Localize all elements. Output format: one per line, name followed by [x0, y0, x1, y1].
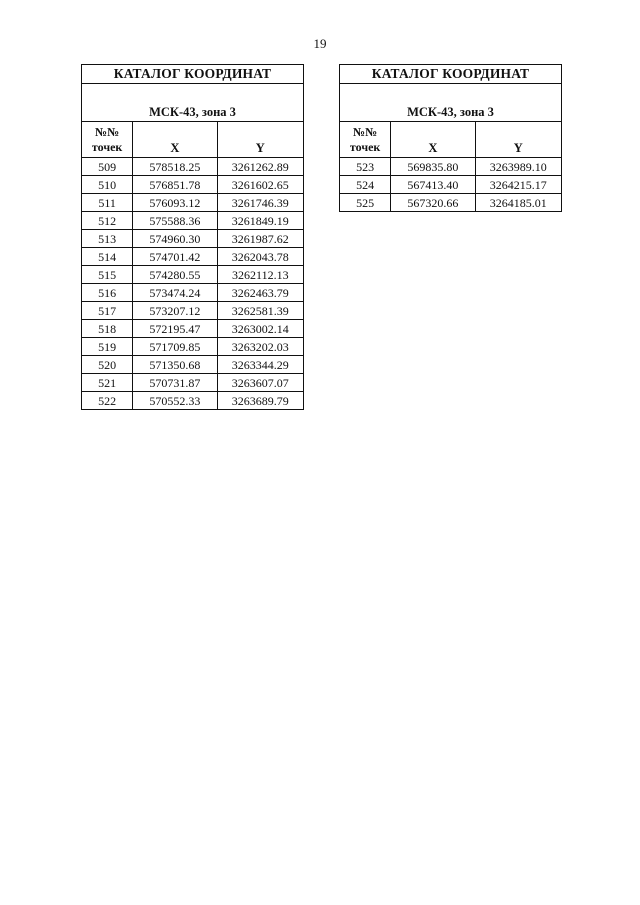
table-row — [82, 392, 304, 410]
table-row — [340, 176, 562, 194]
point-number-cell: 522 — [82, 392, 133, 410]
y-coordinate-cell: 3261262.89 — [217, 158, 303, 176]
y-coordinate-cell: 3263689.79 — [217, 392, 303, 410]
column-header-y: Y — [475, 122, 561, 158]
point-number-cell: 515 — [82, 266, 133, 284]
x-coordinate-cell: 575588.36 — [133, 212, 217, 230]
table-row — [82, 374, 304, 392]
x-coordinate-cell: 570552.33 — [133, 392, 217, 410]
y-coordinate-cell: 3261987.62 — [217, 230, 303, 248]
table-row — [340, 158, 562, 176]
x-coordinate-cell: 569835.80 — [391, 158, 475, 176]
point-number-cell: 513 — [82, 230, 133, 248]
header-points-label: точек — [91, 139, 123, 154]
point-number-cell: 509 — [82, 158, 133, 176]
point-number-cell: 519 — [82, 338, 133, 356]
table-row — [340, 194, 562, 212]
x-coordinate-cell: 576093.12 — [133, 194, 217, 212]
point-number-cell: 520 — [82, 356, 133, 374]
catalog-title: КАТАЛОГ КООРДИНАТ — [340, 65, 562, 84]
catalog-subtitle-row — [340, 84, 562, 122]
column-header-x: X — [391, 122, 475, 158]
page-number: 19 — [313, 36, 327, 51]
y-coordinate-cell: 3261746.39 — [217, 194, 303, 212]
catalog-title-row — [340, 65, 562, 84]
y-coordinate-cell: 3263002.14 — [217, 320, 303, 338]
column-header-point-number — [340, 122, 391, 158]
column-header-point-number — [82, 122, 133, 158]
header-number-sign: №№ — [353, 124, 378, 139]
column-header-x: X — [133, 122, 217, 158]
x-coordinate-cell: 571709.85 — [133, 338, 217, 356]
table-row — [82, 356, 304, 374]
table-row — [82, 320, 304, 338]
point-number-cell: 514 — [82, 248, 133, 266]
y-coordinate-cell: 3264185.01 — [475, 194, 561, 212]
y-coordinate-cell: 3263607.07 — [217, 374, 303, 392]
column-header-y: Y — [217, 122, 303, 158]
table-row — [82, 194, 304, 212]
x-coordinate-cell: 567320.66 — [391, 194, 475, 212]
x-coordinate-cell: 578518.25 — [133, 158, 217, 176]
table-row — [82, 248, 304, 266]
x-coordinate-cell: 574960.30 — [133, 230, 217, 248]
catalog-subtitle: МСК-43, зона 3 — [340, 84, 562, 122]
x-coordinate-cell: 571350.68 — [133, 356, 217, 374]
catalog-title: КАТАЛОГ КООРДИНАТ — [82, 65, 304, 84]
table-row — [82, 212, 304, 230]
table-header-row — [340, 122, 562, 158]
y-coordinate-cell: 3263344.29 — [217, 356, 303, 374]
y-coordinate-cell: 3262463.79 — [217, 284, 303, 302]
catalog-subtitle-row — [82, 84, 304, 122]
x-coordinate-cell: 572195.47 — [133, 320, 217, 338]
table-row — [82, 176, 304, 194]
table-row — [82, 266, 304, 284]
y-coordinate-cell: 3262581.39 — [217, 302, 303, 320]
point-number-cell: 511 — [82, 194, 133, 212]
table-row — [82, 158, 304, 176]
table-row — [82, 284, 304, 302]
point-number-cell: 525 — [340, 194, 391, 212]
y-coordinate-cell: 3264215.17 — [475, 176, 561, 194]
y-coordinate-cell: 3262112.13 — [217, 266, 303, 284]
coordinate-catalog-table — [81, 64, 304, 410]
catalog-title-row — [82, 65, 304, 84]
y-coordinate-cell: 3262043.78 — [217, 248, 303, 266]
y-coordinate-cell: 3263202.03 — [217, 338, 303, 356]
point-number-cell: 512 — [82, 212, 133, 230]
x-coordinate-cell: 576851.78 — [133, 176, 217, 194]
table-row — [82, 230, 304, 248]
y-coordinate-cell: 3263989.10 — [475, 158, 561, 176]
y-coordinate-cell: 3261602.65 — [217, 176, 303, 194]
table-header-row — [82, 122, 304, 158]
x-coordinate-cell: 567413.40 — [391, 176, 475, 194]
table-row — [82, 338, 304, 356]
table-row — [82, 302, 304, 320]
point-number-cell: 518 — [82, 320, 133, 338]
x-coordinate-cell: 574701.42 — [133, 248, 217, 266]
point-number-cell: 521 — [82, 374, 133, 392]
point-number-cell: 517 — [82, 302, 133, 320]
x-coordinate-cell: 570731.87 — [133, 374, 217, 392]
x-coordinate-cell: 574280.55 — [133, 266, 217, 284]
point-number-cell: 524 — [340, 176, 391, 194]
catalog-subtitle: МСК-43, зона 3 — [82, 84, 304, 122]
x-coordinate-cell: 573474.24 — [133, 284, 217, 302]
header-points-label: точек — [349, 139, 381, 154]
point-number-cell: 516 — [82, 284, 133, 302]
point-number-cell: 510 — [82, 176, 133, 194]
point-number-cell: 523 — [340, 158, 391, 176]
coordinate-catalog-table — [339, 64, 562, 212]
x-coordinate-cell: 573207.12 — [133, 302, 217, 320]
y-coordinate-cell: 3261849.19 — [217, 212, 303, 230]
header-number-sign: №№ — [95, 124, 120, 139]
